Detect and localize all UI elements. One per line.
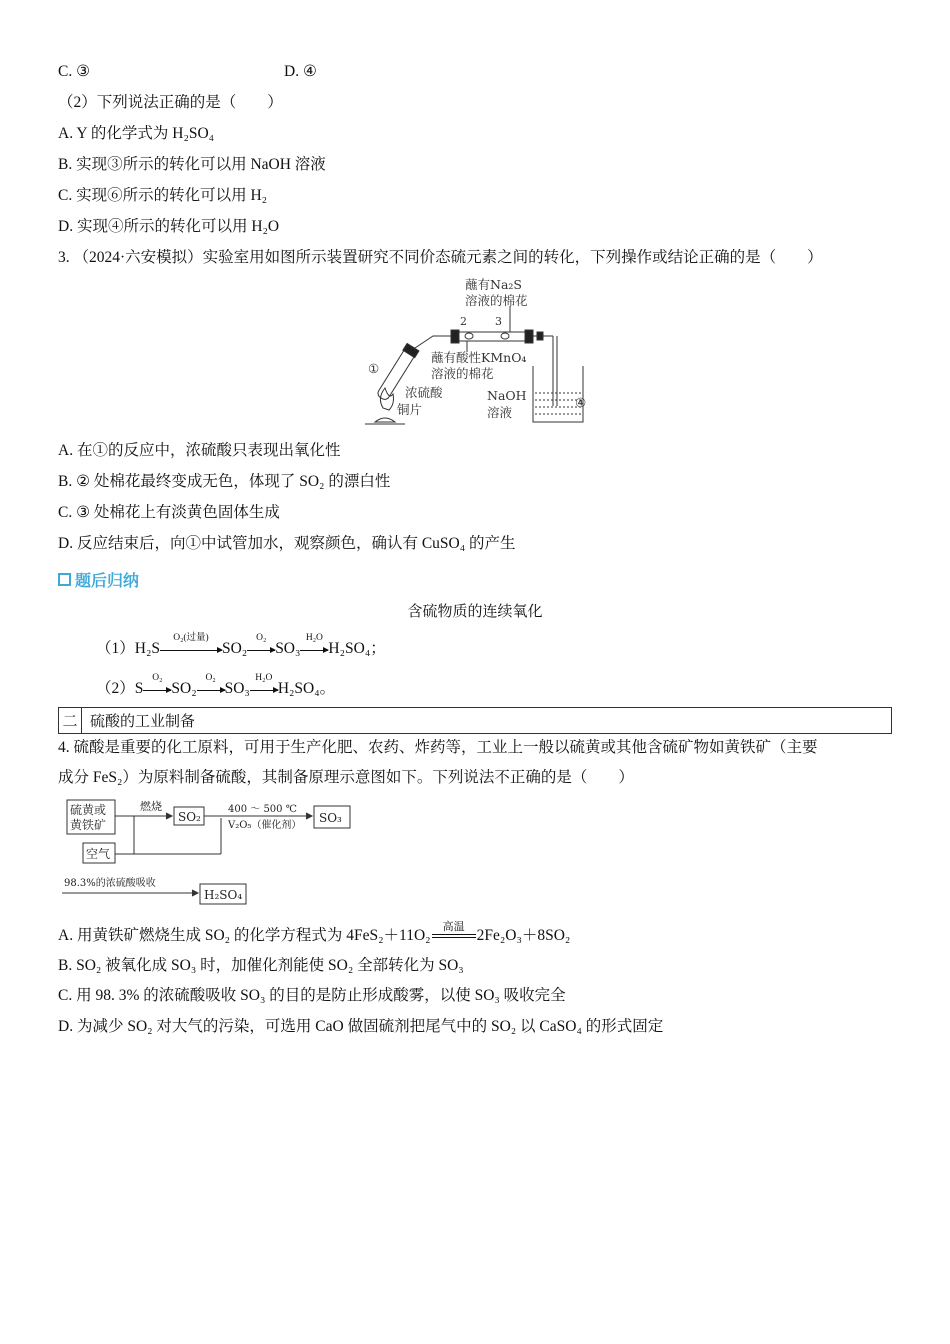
q4-option-a <box>58 920 571 946</box>
chain2-arrow-2 <box>197 672 225 691</box>
chain1-arrow-2-label: O₂ <box>256 632 267 643</box>
chain2-product-3: H₂SO₄。 <box>277 680 336 697</box>
q2-option-d-text: D. 实现④所示的转化可以用 <box>58 218 252 235</box>
q3-option-b: B. ② 处棉花最终变成无色，体现了 SO₂ 的漂白性 <box>58 473 391 490</box>
reaction-chain-1 <box>96 632 386 659</box>
q2-option-c-text: C. 实现⑥所示的转化可以用 <box>58 187 251 204</box>
chain2-arrow-3 <box>250 672 278 691</box>
label-naoh-2: 溶液 <box>487 405 513 420</box>
chain2-prefix: （2）S <box>96 680 144 697</box>
summary-heading-text: 题后归纳 <box>75 571 140 590</box>
chain1-arrow-1-label: O₂(过量) <box>173 632 209 643</box>
label-conc-acid: 浓硫酸 <box>405 385 443 400</box>
q3-option-a: A. 在①的反应中，浓硫酸只表现出氧化性 <box>58 442 341 459</box>
label-n4: ④ <box>575 395 587 410</box>
flow-source-1: 硫黄或 <box>70 803 107 817</box>
flow-source-2: 黄铁矿 <box>70 818 107 832</box>
chain1-product-2: SO₃ <box>275 640 301 657</box>
q3-option-c: C. ③ 处棉花上有淡黄色固体生成 <box>58 504 280 521</box>
q4-option-c: C. 用 98. 3% 的浓硫酸吸收 SO₃ 的目的是防止形成酸雾，以使 SO₃ 吸收完全 <box>58 987 566 1004</box>
summary-heading <box>58 568 139 591</box>
chain1-product-3: H₂SO₄； <box>328 640 386 657</box>
chain2-arrow-2-label: O₂ <box>205 672 216 683</box>
chain1-arrow-2 <box>247 632 275 651</box>
sulfuric-acid-flow-diagram <box>58 796 358 908</box>
label-naoh: NaOH <box>487 388 527 403</box>
q2-option-d <box>58 217 279 237</box>
checkbox-square-icon <box>58 573 71 586</box>
label-na2s-2: 溶液的棉花 <box>465 293 528 308</box>
summary-title: 含硫物质的连续氧化 <box>407 602 543 620</box>
chain1-arrow-3-label: H₂O <box>305 632 323 643</box>
chain2-arrow-1 <box>143 672 171 691</box>
flow-air: 空气 <box>86 847 111 861</box>
q2-option-a-text: A. Y 的化学式为 <box>58 125 173 142</box>
chain2-product-2: SO₃ <box>224 680 250 697</box>
reaction-chain-2 <box>96 672 336 699</box>
q2-option-b: B. 实现③所示的转化可以用 NaOH 溶液 <box>58 156 326 173</box>
label-na2s: 蘸有Na₂S <box>465 277 522 292</box>
question-3-stem: 3. （2024·六安模拟）实验室用如图所示装置研究不同价态硫元素之间的转化，下列操作或结论正确的是（ ） <box>58 249 823 266</box>
q2-option-c <box>58 186 267 206</box>
flow-so3: SO₃ <box>319 811 342 825</box>
q4-option-a-suffix: 2Fe₂O₃＋8SO₂ <box>476 927 571 944</box>
chain2-arrow-1-label: O₂ <box>152 672 163 683</box>
q2-option-c-formula: H₂ <box>250 187 268 204</box>
q2-option-a <box>58 124 214 144</box>
option-c: C. ③ <box>58 63 90 80</box>
chain1-prefix: （1）H₂S <box>96 640 160 657</box>
label-kmno4: 蘸有酸性KMnO₄ <box>431 350 527 365</box>
q4-option-a-prefix: A. 用黄铁矿燃烧生成 SO₂ 的化学方程式为 4FeS₂＋11O₂ <box>58 927 431 944</box>
chain1-arrow-3 <box>300 632 328 651</box>
flow-burn-label: 燃烧 <box>140 800 162 813</box>
question-2-sub2-stem: （2）下列说法正确的是（ ） <box>58 94 283 111</box>
question-4-stem-line1: 4. 硫酸是重要的化工原料，可用于生产化肥、农药、炸药等，工业上一般以硫黄或其他含硫矿物如黄铁矿（主要 <box>58 739 818 756</box>
section-2-title: 硫酸的工业制备 <box>90 712 196 730</box>
section-2-number: 二 <box>59 708 82 733</box>
high-temp-equals-sign <box>432 920 476 938</box>
label-n1: ① <box>368 361 380 376</box>
flow-product: H₂SO₄ <box>204 888 243 902</box>
flow-so2: SO₂ <box>178 810 201 824</box>
label-copper: 铜片 <box>397 402 423 417</box>
q3-option-d: D. 反应结束后，向①中试管加水，观察颜色，确认有 CuSO₄ 的产生 <box>58 535 516 552</box>
question-4-stem-line2: 成分 FeS₂）为原料制备硫酸，其制备原理示意图如下。下列说法不正确的是（ ） <box>58 769 634 786</box>
flow-condition-catalyst: V₂O₅（催化剂） <box>228 820 302 831</box>
chain2-arrow-3-label: H₂O <box>255 672 273 683</box>
label-n2: 2 <box>460 315 467 328</box>
q2-option-d-formula: H₂O <box>251 218 280 235</box>
q4-option-d: D. 为减少 SO₂ 对大气的污染，可选用 CaO 做固硫剂把尾气中的 SO₂ 以 CaSO₄ 的形式固定 <box>58 1018 664 1035</box>
label-n3: 3 <box>495 315 502 328</box>
chain1-arrow-1 <box>160 632 222 651</box>
q4-option-b: B. SO₂ 被氧化成 SO₃ 时，加催化剂能使 SO₂ 全部转化为 SO₃ <box>58 957 464 974</box>
section-2-header <box>58 707 892 734</box>
chain1-product-1: SO₂ <box>221 640 248 657</box>
flow-condition-temp: 400 ～ 500 ℃ <box>228 804 297 815</box>
label-kmno4-2: 溶液的棉花 <box>431 366 494 381</box>
flow-absorb-label: 98.3%的浓硫酸吸收 <box>64 878 156 889</box>
option-d: D. ④ <box>284 63 317 80</box>
apparatus-figure <box>355 276 605 428</box>
q2-option-a-formula: H₂SO₄ <box>172 125 215 142</box>
chain2-product-1: SO₂ <box>171 680 197 697</box>
high-temp-label: 高温 <box>442 920 465 934</box>
